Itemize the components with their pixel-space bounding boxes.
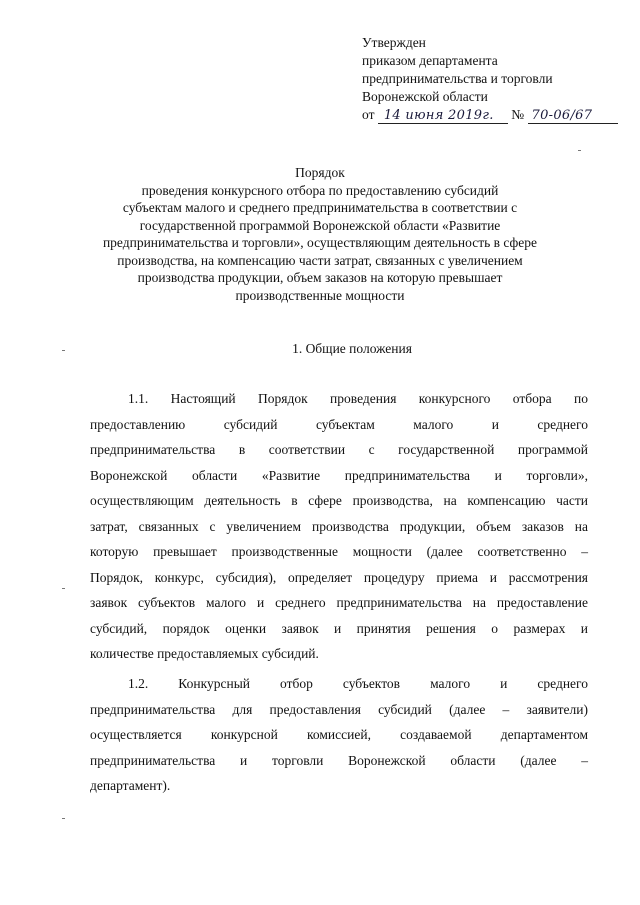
paragraph-line: 1.1. Настоящий Порядок проведения конкурсного отбора по [128,391,588,406]
paragraph-line: департамент). [90,778,171,793]
approval-line-region: Воронежской области [362,89,488,104]
paragraph-line: Порядок, конкурс, субсидия), определяет процедуру приема и рассмотрения [90,569,588,585]
paragraph-line: которую превышает производственные мощности (далее соответственно – [90,544,588,559]
scan-mark [62,350,65,351]
approval-number-label: № [511,107,525,122]
paragraph-line: осуществляющим деятельность в сфере производства, на компенсацию части [90,493,588,508]
approval-from-label: от [362,107,375,122]
title-heading: Порядок [295,165,345,180]
title-line: государственной программой Воронежской области «Развитие [139,217,501,233]
handwritten-order-number: 70-06/67 [528,108,618,124]
title-line: субъектам малого и среднего предпринимательства в соответствии с [122,200,518,215]
paragraph-line: предпринимательства в соответствии с государственной программой [90,442,588,457]
document-title [82,164,558,304]
handwritten-date: 14 июня 2019г. [378,108,508,124]
scan-mark [62,588,65,589]
paragraph-1-1 [90,386,588,667]
paragraph-line: заявок субъектов малого и среднего предпринимательства на предоставление [90,595,588,610]
scan-mark [62,818,65,819]
approval-line-order: приказом департамента [362,53,498,68]
approval-line-approved: Утвержден [362,35,426,50]
paragraph-line: Воронежской области «Развитие предпринимательства и торговли», [90,467,588,483]
paragraph-line: затрат, связанных с увеличением производства продукции, объем заказов на [90,518,588,534]
approval-date-number-line [362,106,622,124]
paragraph-line: предоставлению субсидий субъектам малого и среднего [90,416,588,432]
approval-stamp-block [362,34,622,124]
title-line: производства, на компенсацию части затрат, связанных с увеличением [117,252,523,268]
title-line: проведения конкурсного отбора по предоставлению субсидий [141,182,499,198]
paragraph-line: предпринимательства и торговли Воронежской области (далее – [90,752,588,768]
paragraph-1-2 [90,671,588,799]
paragraph-line: 1.2. Конкурсный отбор субъектов малого и среднего [128,676,588,691]
title-line: предпринимательства и торговли», осуществляющим деятельность в сфере [102,235,538,250]
paragraph-line: осуществляется конкурсной комиссией, создаваемой департаментом [90,727,588,742]
scan-mark [578,150,581,151]
paragraph-line: предпринимательства для предоставления субсидий (далее – заявители) [90,701,588,717]
section-heading: 1. Общие положения [292,341,412,356]
title-line: производственные мощности [235,287,405,303]
paragraph-line: субсидий, порядок оценки заявок и принятия решения о размерах и [90,620,588,636]
approval-line-department: предпринимательства и торговли [362,71,553,86]
title-line: производства продукции, объем заказов на которую превышает [137,270,503,285]
paragraph-line: количестве предоставляемых субсидий. [90,646,319,661]
